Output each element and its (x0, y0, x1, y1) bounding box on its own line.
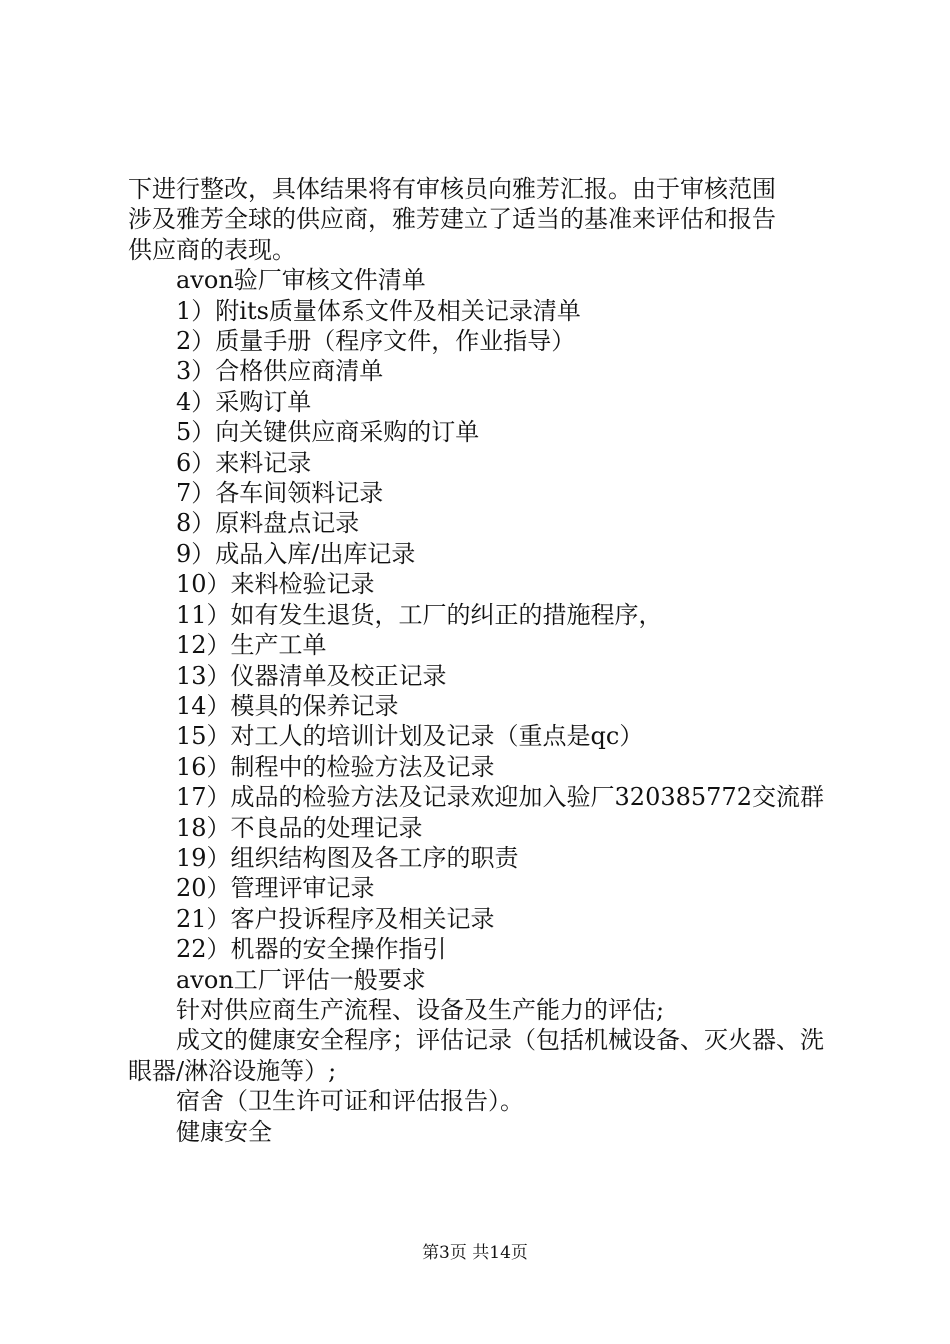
checklist-item: 3）合格供应商清单 (176, 357, 384, 386)
requirements-title: avon工厂评估一般要求 (176, 965, 426, 994)
requirement-item: 健康安全 (176, 1117, 272, 1146)
checklist-item: 22）机器的安全操作指引 (176, 935, 447, 964)
requirement-item: 成文的健康安全程序；评估记录（包括机械设备、灭火器、洗眼器/淋浴设施等）; (128, 1026, 824, 1085)
intro-line-3: 供应商的表现。 (128, 235, 296, 264)
intro-line-1: 下进行整改，具体结果将有审核员向雅芳汇报。由于审核范围 (128, 175, 776, 203)
checklist-item: 14）模具的保养记录 (176, 691, 399, 720)
page-footer: 第3页 共14页 (422, 1243, 528, 1263)
checklist-item: 21）客户投诉程序及相关记录 (176, 904, 495, 933)
checklist-item: 15）对工人的培训计划及记录（重点是qc） (176, 722, 644, 751)
checklist-item: 19）组织结构图及各工序的职责 (176, 843, 519, 872)
checklist-item: 4）采购订单 (176, 387, 312, 416)
checklist-item: 2）质量手册（程序文件，作业指导） (176, 327, 576, 356)
requirement-item: 针对供应商生产流程、设备及生产能力的评估; (176, 995, 665, 1024)
checklist-item: 12）生产工单 (176, 631, 327, 660)
document-body (128, 174, 840, 1147)
checklist-item: 5）向关键供应商采购的订单 (176, 418, 480, 447)
checklist-item: 6）来料记录 (176, 448, 312, 477)
checklist-item: 1）附its质量体系文件及相关记录清单 (176, 296, 581, 325)
checklist-item: 18）不良品的处理记录 (176, 813, 423, 842)
checklist-item: 16）制程中的检验方法及记录 (176, 752, 495, 781)
checklist-item: 7）各车间领料记录 (176, 479, 384, 508)
requirement-item: 宿舍（卫生许可证和评估报告）。 (176, 1087, 524, 1116)
checklist-item: 11）如有发生退货，工厂的纠正的措施程序， (176, 600, 663, 629)
checklist-item: 8）原料盘点记录 (176, 509, 360, 538)
checklist-item: 13）仪器清单及校正记录 (176, 661, 447, 690)
checklist-title: avon验厂审核文件清单 (176, 266, 426, 295)
checklist-item: 17）成品的检验方法及记录欢迎加入验厂320385772交流群 (176, 783, 824, 812)
intro-line-2: 涉及雅芳全球的供应商，雅芳建立了适当的基准来评估和报告 (128, 205, 776, 234)
checklist-item: 20）管理评审记录 (176, 874, 375, 903)
checklist-item: 9）成品入库/出库记录 (176, 539, 416, 568)
checklist-item: 10）来料检验记录 (176, 570, 375, 599)
